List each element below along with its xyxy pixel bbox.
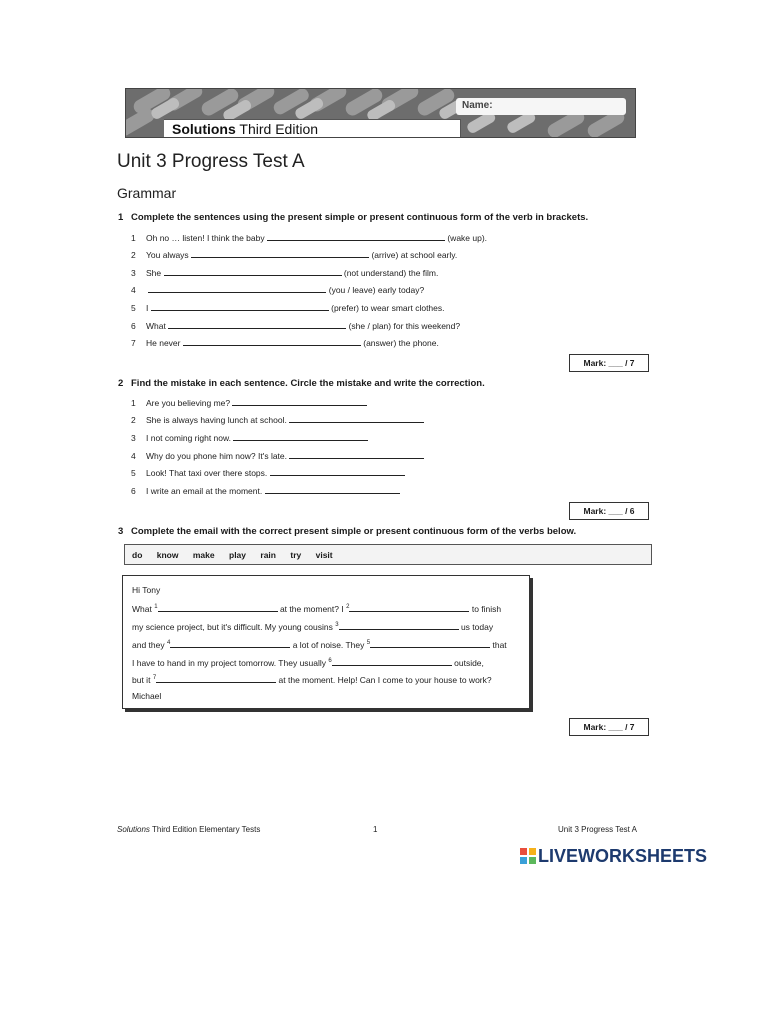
name-field[interactable]	[456, 98, 626, 115]
q1-mark-box: Mark: ___ / 7	[569, 354, 649, 372]
answer-blank[interactable]	[168, 319, 346, 329]
q1-item-7: 7 He never (answer) the phone.	[131, 338, 439, 348]
q1-instruction: 1 Complete the sentences using the present simple or present continuous form of the verb in brackets.	[118, 212, 589, 223]
answer-blank[interactable]	[191, 248, 369, 258]
email-line-5: but it $^7$ at the moment. Help! Can I come to your house to work?	[132, 675, 492, 685]
q2-mark-box: Mark: ___ / 6	[569, 502, 649, 520]
footer-left: Solutions Third Edition Elementary Tests	[117, 825, 261, 834]
word-bank-item: try	[290, 550, 302, 560]
answer-blank[interactable]	[270, 466, 405, 476]
email-line-4: I have to hand in my project tomorrow. They usually $^6$ outside,	[132, 658, 484, 668]
footer-page-number: 1	[373, 825, 378, 834]
q1-item-4: 4 (you / leave) early today?	[131, 285, 425, 295]
email-box	[122, 575, 530, 709]
q1-item-2: 2 You always (arrive) at school early.	[131, 250, 458, 260]
q2-item-4: 4 Why do you phone him now? It's late.	[131, 449, 424, 461]
q2-item-5: 5 Look! That taxi over there stops.	[131, 466, 405, 478]
answer-blank[interactable]	[151, 301, 329, 311]
q2-item-1: 1 Are you believing me?	[131, 396, 367, 408]
answer-blank[interactable]	[156, 673, 276, 683]
name-label: Name:	[462, 100, 493, 111]
answer-blank[interactable]	[232, 396, 367, 406]
word-bank-item: make	[192, 550, 215, 560]
word-bank-item: play	[229, 550, 247, 560]
q2-instruction: 2 Find the mistake in each sentence. Circle the mistake and write the correction.	[118, 378, 485, 389]
answer-blank[interactable]	[349, 602, 469, 612]
answer-blank[interactable]	[164, 266, 342, 276]
email-line-2: my science project, but it's difficult. My young cousins $^3$ us today	[132, 622, 494, 632]
footer-right: Unit 3 Progress Test A	[558, 825, 637, 834]
q1-item-5: 5 I (prefer) to wear smart clothes.	[131, 303, 445, 313]
answer-blank[interactable]	[339, 620, 459, 630]
answer-blank[interactable]	[158, 602, 278, 612]
page-title: Unit 3 Progress Test A	[117, 151, 305, 172]
email-signoff: Michael	[132, 691, 162, 701]
email-greeting: Hi Tony	[132, 585, 161, 595]
liveworksheets-watermark: LIVEWORKSHEETS	[520, 846, 707, 868]
answer-blank[interactable]	[170, 638, 290, 648]
word-bank-item: do	[132, 550, 143, 560]
section-heading: Grammar	[117, 185, 177, 201]
q1-item-6: 6 What (she / plan) for this weekend?	[131, 321, 461, 331]
word-bank-item: know	[156, 550, 179, 560]
liveworksheets-logo-icon	[520, 848, 536, 864]
answer-blank[interactable]	[267, 231, 445, 241]
brand-logo-text: Solutions Third Edition	[172, 121, 319, 137]
word-bank-item: rain	[260, 550, 276, 560]
q1-item-3: 3 She (not understand) the film.	[131, 268, 439, 278]
answer-blank[interactable]	[289, 449, 424, 459]
answer-blank[interactable]	[265, 484, 400, 494]
q2-item-6: 6 I write an email at the moment.	[131, 484, 400, 496]
answer-blank[interactable]	[148, 283, 326, 293]
email-line-1: What $^1$ at the moment? I $^2$ to finish	[132, 604, 502, 614]
answer-blank[interactable]	[233, 431, 368, 441]
q1-item-1: 1 Oh no … listen! I think the baby (wake up).	[131, 233, 488, 243]
word-bank-item: visit	[315, 550, 333, 560]
word-bank	[124, 544, 652, 565]
email-line-3: and they $^4$ a lot of noise. They $^5$ that	[132, 640, 507, 650]
q2-item-2: 2 She is always having lunch at school.	[131, 413, 424, 425]
answer-blank[interactable]	[370, 638, 490, 648]
header-banner	[125, 88, 636, 138]
answer-blank[interactable]	[332, 656, 452, 666]
brand-box	[164, 119, 461, 138]
q3-instruction: 3 Complete the email with the correct present simple or present continuous form of the verbs below.	[118, 526, 577, 537]
answer-blank[interactable]	[183, 336, 361, 346]
q2-item-3: 3 I not coming right now.	[131, 431, 368, 443]
q3-mark-box: Mark: ___ / 7	[569, 718, 649, 736]
answer-blank[interactable]	[289, 413, 424, 423]
